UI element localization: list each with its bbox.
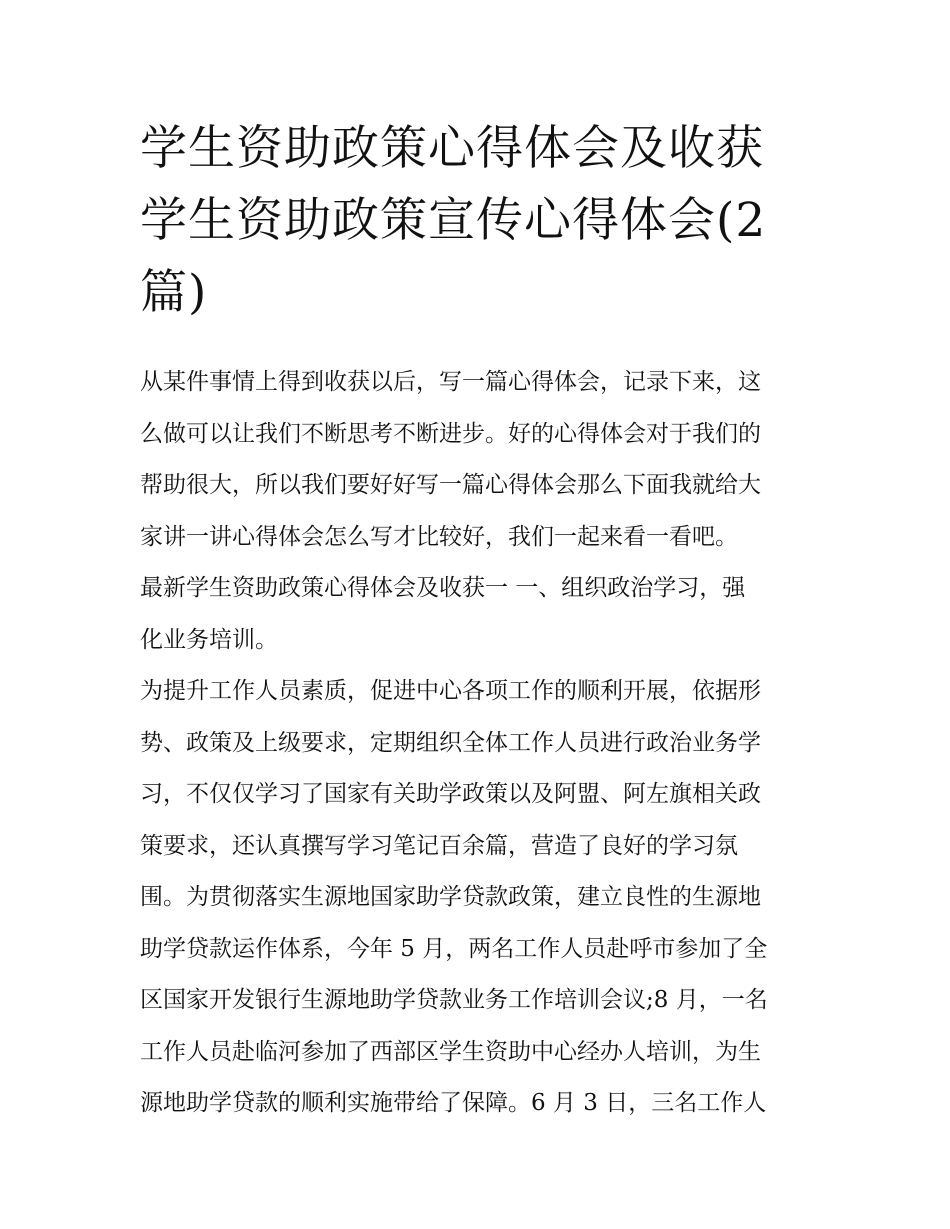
title-line-1: 学生资助政策心得体会及收获 bbox=[140, 121, 764, 176]
body-line-12: 助学贷款运作体系，今年 5 月，两名工作人员赴呼市参加了全 bbox=[140, 935, 768, 962]
body-line-7: 为提升工作人员素质，促进中心各项工作的顺利开展，依据形 bbox=[140, 678, 761, 704]
body-line-1: 从某件事情上得到收获以后，写一篇心得体会，记录下来，这 bbox=[140, 369, 761, 395]
body-line-10: 策要求，还认真撰写学习笔记百余篇，营造了良好的学习氛 bbox=[140, 832, 738, 859]
body-line-3: 帮助很大，所以我们要好好写一篇心得体会那么下面我就给大 bbox=[140, 472, 761, 498]
body-line-9: 习，不仅仅学习了国家有关助学政策以及阿盟、阿左旗相关政 bbox=[140, 781, 761, 807]
body-line-11: 围。为贯彻落实生源地国家助学贷款政策，建立良性的生源地 bbox=[140, 884, 761, 910]
body-line-5: 最新学生资助政策心得体会及收获一 一、组织政治学习，强 bbox=[140, 575, 746, 601]
body-line-13: 区国家开发银行生源地助学贷款业务工作培训会议;8 月，一名 bbox=[140, 987, 768, 1013]
body-line-15: 源地助学贷款的顺利实施带给了保障。6 月 3 日，三名工作人 bbox=[140, 1090, 767, 1116]
title-line-3: 篇) bbox=[140, 265, 208, 320]
title-line-2: 学生资助政策宣传心得体会(2 bbox=[140, 193, 767, 248]
body-line-14: 工作人员赴临河参加了西部区学生资助中心经办人培训，为生 bbox=[140, 1038, 761, 1065]
body-line-4: 家讲一讲心得体会怎么写才比较好，我们一起来看一看吧。 bbox=[140, 523, 738, 550]
document-title bbox=[140, 113, 820, 329]
body-line-8: 势、政策及上级要求，定期组织全体工作人员进行政治业务学 bbox=[140, 729, 761, 756]
body-line-2: 么做可以让我们不断思考不断进步。好的心得体会对于我们的 bbox=[140, 420, 761, 447]
document-body bbox=[140, 357, 820, 1130]
body-line-6: 化业务培训。 bbox=[140, 626, 278, 653]
